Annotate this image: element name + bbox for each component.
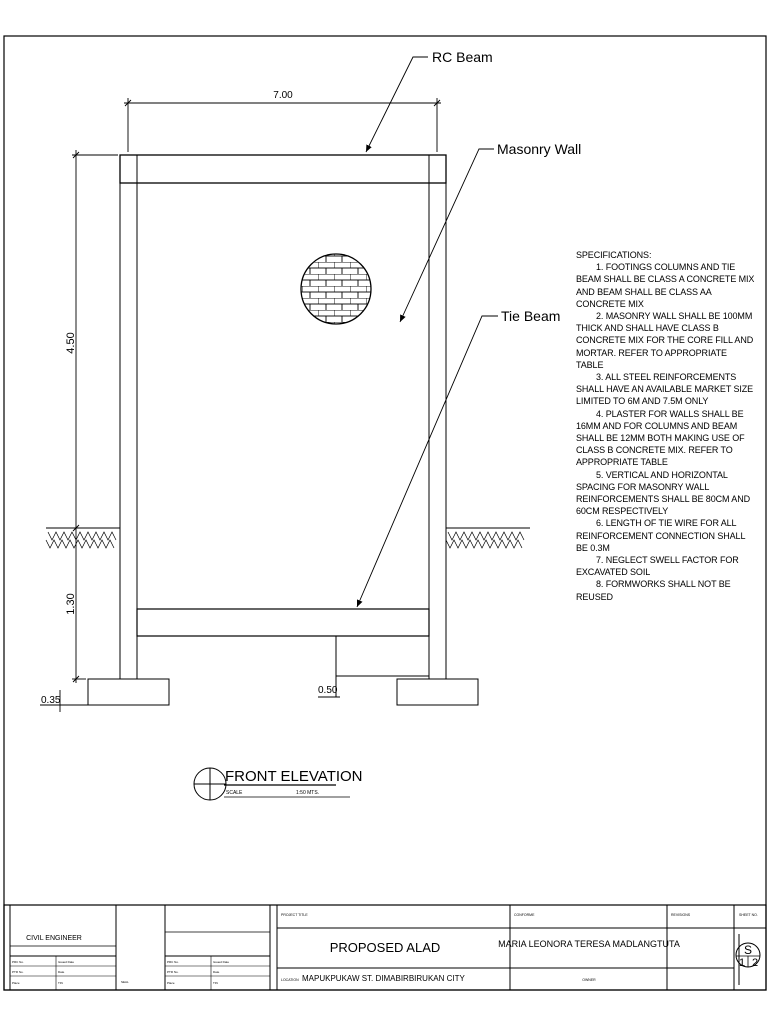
seal-label: SEAL	[121, 980, 129, 984]
tie-beam	[137, 609, 429, 636]
dim-footing-mid-label: 0.50	[318, 685, 338, 696]
masonry-wall	[137, 183, 429, 609]
view-title: FRONT ELEVATION	[225, 768, 363, 785]
specifications-block	[576, 249, 756, 603]
footing-left	[88, 679, 169, 705]
sheet-no-label: SHEET NO.	[739, 913, 758, 917]
spec-item: 5. VERTICAL AND HORIZONTAL SPACING FOR MASONRY WALL REINFORCEMENTS SHALL BE 80CM AND 60CM RESPECTIVELY	[576, 469, 751, 517]
front-elevation-drawing	[40, 57, 530, 712]
spec-item: 4. PLASTER FOR WALLS SHALL BE 16MM AND FOR COLUMNS AND BEAM SHALL BE 12MM BOTH MAKING USE OF CLASS B CONCRETE MIX. REFER TO APPROPRIATE TABLE	[576, 408, 745, 468]
date-label-2: Date	[213, 970, 220, 974]
location-label: LOCATION	[281, 978, 299, 982]
rc-beam	[120, 155, 446, 183]
dim-width-label: 7.00	[273, 90, 293, 101]
prc-no-label-2: PRC No.	[167, 960, 179, 964]
place-label-2: Place	[167, 981, 175, 985]
label-rc-beam: RC Beam	[432, 49, 493, 65]
leader-tie-beam	[357, 316, 498, 607]
left-column	[120, 155, 137, 679]
issued-date-label-2: Issued Date	[213, 960, 230, 964]
sheet-total: 2	[751, 957, 759, 969]
spec-item: 7. NEGLECT SWELL FACTOR FOR EXCAVATED SOIL	[576, 555, 739, 578]
dimension-footings	[40, 690, 340, 712]
footing-right	[397, 679, 478, 705]
date-label: Date	[58, 970, 65, 974]
dim-footing-left-label: 0.35	[41, 695, 61, 706]
tin-label-2: TIN	[213, 981, 218, 985]
sheet-letter: S	[743, 943, 753, 957]
project-title-label: PROJECT TITLE	[281, 913, 308, 917]
dimension-width	[124, 98, 441, 152]
civil-engineer-label: CIVIL ENGINEER	[26, 935, 82, 942]
scale-value: 1:50 MTS.	[296, 790, 320, 796]
prc-no-label: PRC No.	[12, 960, 24, 964]
ptr-no-label-2: PTR No.	[167, 970, 179, 974]
dim-height-above-label: 4.50	[65, 332, 77, 354]
project-title: PROPOSED ALAD	[329, 940, 441, 955]
soil-hatch-right	[446, 532, 524, 548]
spec-item: 3. ALL STEEL REINFORCEMENTS SHALL HAVE AN AVAILABLE MARKET SIZE LIMITED TO 6M AND 7.5M ONLY	[576, 372, 754, 407]
spec-item: 6. LENGTH OF TIE WIRE FOR ALL REINFORCEMENT CONNECTION SHALL BE 0.3M	[576, 518, 746, 553]
spec-item: 1. FOOTINGS COLUMNS AND TIE BEAM SHALL BE CLASS A CONCRETE MIX AND BEAM SHALL BE CLASS AA CONCRETE MIX	[576, 262, 755, 309]
dim-height-below-label: 1.30	[65, 593, 77, 615]
place-label: Place	[12, 981, 20, 985]
leader-lines	[357, 57, 498, 607]
sheet-number: 1	[738, 957, 746, 969]
leader-rc-beam	[366, 57, 428, 152]
spec-item: 8. FORMWORKS SHALL NOT BE REUSED	[576, 579, 731, 602]
spec-item: 2. MASONRY WALL SHALL BE 100MM THICK AND SHALL HAVE CLASS B CONCRETE MIX FOR THE CORE FILL AND MORTAR. REFER TO APPROPRIATE TABLE	[576, 311, 754, 370]
ptr-no-label: PTR No.	[12, 970, 24, 974]
specifications-heading: SPECIFICATIONS:	[576, 250, 652, 260]
scale-label: SCALE	[226, 790, 243, 796]
soil-hatch-left	[46, 532, 116, 548]
footing-mid	[336, 636, 429, 676]
label-tie-beam: Tie Beam	[501, 308, 561, 324]
owner-label: OWNER	[582, 978, 596, 982]
right-column	[429, 155, 446, 679]
owner-name: MARIA LEONORA TERESA MADLANGTUTA	[498, 939, 680, 949]
masonry-detail-circle	[300, 252, 372, 326]
leader-masonry-wall	[400, 149, 494, 322]
revisions-label: REVISIONS	[671, 913, 691, 917]
label-masonry-wall: Masonry Wall	[497, 141, 582, 157]
issued-date-label: Issued Date	[58, 960, 75, 964]
dimension-height	[72, 150, 118, 683]
conforme-label: CONFORME	[514, 913, 535, 917]
tin-label: TIN	[58, 981, 63, 985]
location-value: MAPUKPUKAW ST. DIMABIRBIRUKAN CITY	[302, 974, 465, 983]
